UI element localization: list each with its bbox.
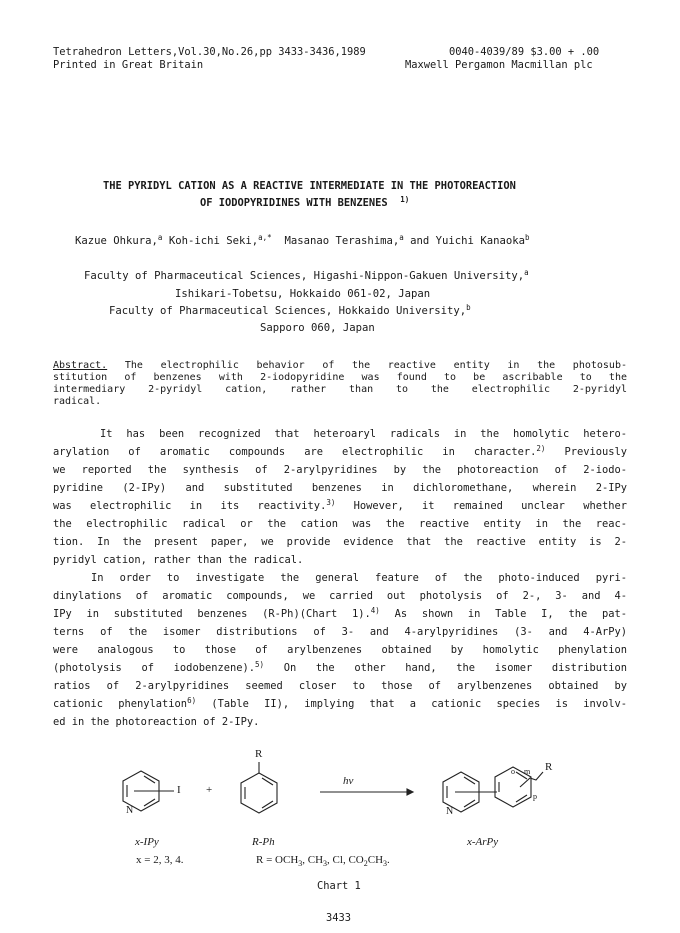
abstract-line-2: stitution of benzenes with 2-iodopyridine was found to be ascribable to the	[53, 372, 627, 383]
body-line: ratios of 2-arylpyridines seemed closer to those of arylbenzenes obtained by	[53, 680, 627, 692]
body-line: It has been recognized that heteroaryl radicals in the homolytic hetero-	[100, 428, 627, 440]
author-4: and Yuichi Kanaoka	[410, 235, 525, 247]
iodine-atom: I	[177, 784, 181, 796]
title-line-1: THE PYRIDYL CATION AS A REACTIVE INTERMEDIATE IN THE PHOTOREACTION	[103, 180, 516, 192]
body-line: cationic phenylation$^{6)}$ (Table II), implying that a cationic species is involv-	[53, 696, 627, 710]
publisher: Maxwell Pergamon Macmillan plc	[405, 59, 593, 71]
author-3: Masanao Terashima,	[284, 235, 400, 247]
label-x-ipy: x-IPy	[135, 836, 159, 848]
title-ref: 1)	[400, 195, 410, 204]
body-line: we reported the synthesis of 2-arylpyridines by the photoreaction of 2-iodo-	[53, 464, 627, 476]
benzene-ring	[241, 773, 277, 813]
title-line-2: OF IODOPYRIDINES WITH BENZENES $^{1)}$	[200, 195, 410, 209]
article-code: 0040-4039/89 $3.00 + .00	[449, 46, 600, 58]
affiliation-line-3: Faculty of Pharmaceutical Sciences, Hokkaido University,$^b$	[109, 303, 471, 317]
body-line: (photolysis of iodobenzene).$^{5)}$ On the other hand, the isomer distribution	[53, 660, 627, 674]
body-line: tion. In the present paper, we provide evidence that the reactive entity is 2-	[53, 536, 627, 548]
body-line: dinylations of aromatic compounds, we carried out photolysis of 2-, 3- and 4-	[53, 590, 627, 602]
meta-label: m	[524, 767, 531, 776]
product-r-substituent: R	[545, 761, 553, 773]
affiliation-line-1: Faculty of Pharmaceutical Sciences, Higashi-Nippon-Gakuen University,$^a$	[84, 268, 529, 282]
abstract-label: Abstract.	[53, 360, 108, 371]
nitrogen-atom: N	[126, 805, 134, 816]
body-line: terns of the isomer distributions of 3- and 4-arylpyridines (3- and 4-ArPy)	[53, 626, 627, 638]
body-line: ed in the photoreaction of 2-IPy.	[53, 716, 260, 728]
abstract-line-3: intermediary 2-pyridyl cation, rather than to the electrophilic 2-pyridyl	[53, 384, 627, 395]
product-nitrogen-atom: N	[446, 806, 454, 817]
body-line: were analogous to those of arylbenzenes obtained by homolytic phenylation	[53, 644, 627, 656]
abstract-line-4: radical.	[53, 396, 102, 407]
para-label: p	[533, 792, 537, 801]
authors: Kazue Ohkura,$^a$ Koh-ichi Seki,$^{a,*}$ Masanao Terashima,$^a$ and Yuichi Kanaoka$^b$	[75, 233, 530, 247]
journal-citation: Tetrahedron Letters,Vol.30,No.26,pp 3433-3436,1989	[53, 46, 366, 58]
body-line: pyridine (2-IPy) and substituted benzenes in dichloromethane, wherein 2-IPy	[53, 482, 627, 494]
body-line: the electrophilic radical or the cation was the reactive entity in the reac-	[53, 518, 627, 530]
affiliation-line-2: Ishikari-Tobetsu, Hokkaido 061-02, Japan	[175, 288, 431, 300]
body-line: arylation of aromatic compounds are electrophilic in character.$^{2)}$ Previously	[53, 444, 627, 458]
body-line: In order to investigate the general feature of the photo-induced pyri-	[91, 572, 627, 584]
page-number: 3433	[326, 912, 352, 924]
abstract-line-1: Abstract. The electrophilic behavior of the reactive entity in the photosub-	[53, 360, 627, 371]
body-line: was electrophilic in its reactivity.$^{3)}$ However, it remained unclear whether	[53, 498, 627, 512]
chart-caption: Chart 1	[317, 880, 361, 892]
label-x-arpy: x-ArPy	[467, 836, 499, 848]
x-values: x = 2, 3, 4.	[136, 854, 184, 866]
label-r-ph: R-Ph	[252, 836, 275, 848]
affiliation-line-4: Sapporo 060, Japan	[260, 322, 375, 334]
body-line: IPy in substituted benzenes (R-Ph)(Chart 1).$^{4)}$ As shown in Table I, the pat-	[53, 606, 627, 620]
plus-sign: +	[206, 784, 213, 796]
r-values: $R = OCH_3$, $CH_3$, Cl, $CO_2CH_3$.	[256, 854, 390, 869]
r-substituent: R	[255, 748, 263, 760]
printed-in: Printed in Great Britain	[53, 59, 204, 71]
hv-label: hν	[343, 775, 354, 787]
author-2: Koh-ichi Seki,	[168, 235, 259, 247]
body-line: pyridyl cation, rather than the radical.	[53, 554, 304, 566]
ortho-label: o	[511, 767, 515, 776]
author-1: Kazue Ohkura,	[75, 235, 158, 247]
